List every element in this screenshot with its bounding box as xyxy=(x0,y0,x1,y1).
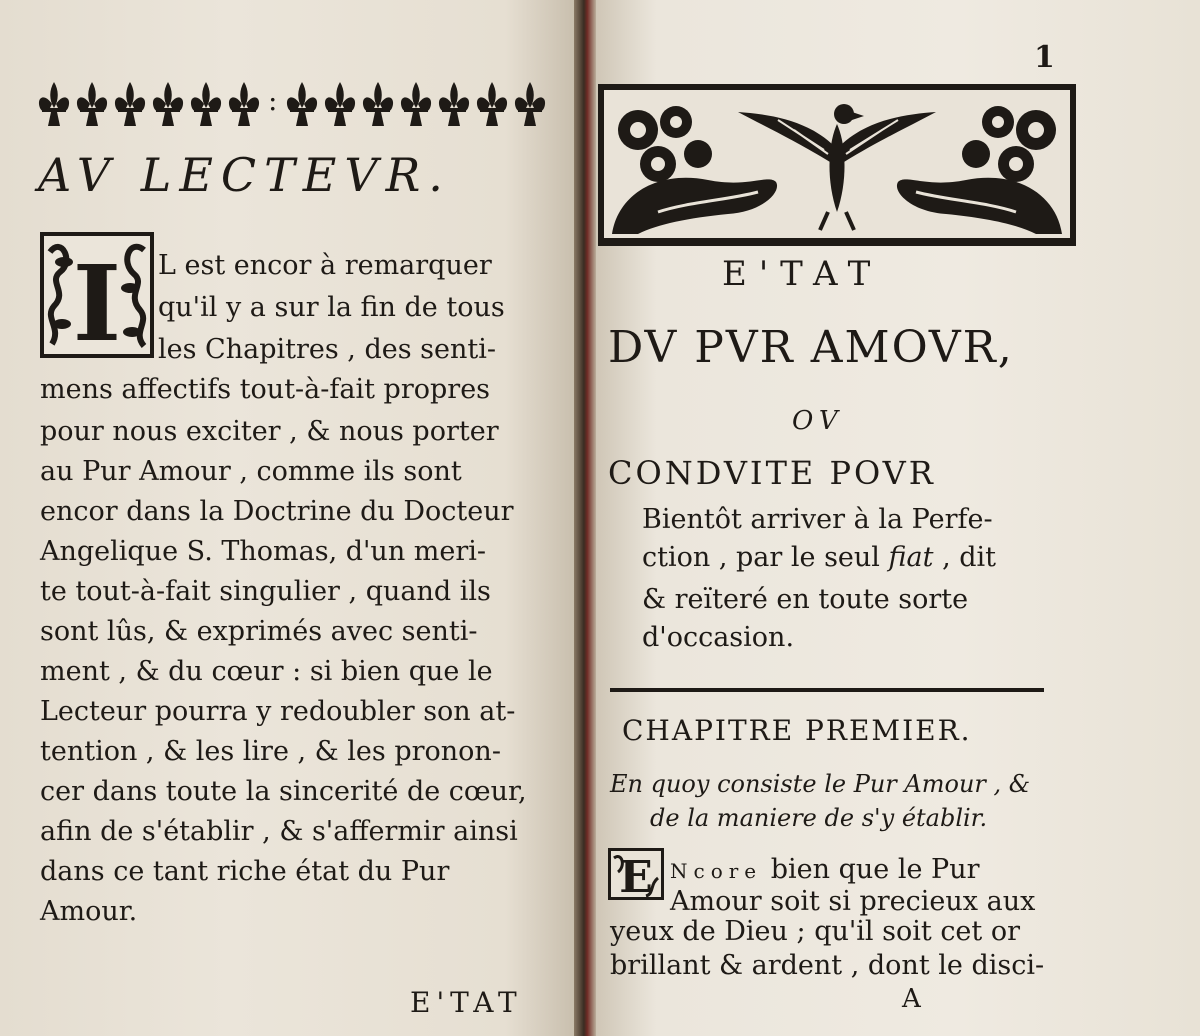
text-line: sont lûs, & exprimés avec senti- xyxy=(40,616,478,647)
text-line: ment , & du cœur : si bien que le xyxy=(40,656,493,687)
text-line: Lecteur pourra y redoubler son at- xyxy=(40,696,516,727)
body-line: brillant & ardent , dont le disci- xyxy=(610,950,1045,981)
page-number: 1 xyxy=(1034,40,1055,75)
subtitle-line: & reïteré en toute sorte xyxy=(642,584,969,615)
dropcap-letter: I xyxy=(72,242,122,358)
text-line: encor dans la Doctrine du Docteur xyxy=(40,496,514,527)
chapter-summary-line: de la maniere de s'y établir. xyxy=(650,804,988,832)
subtitle-line: Bientôt arriver à la Perfe- xyxy=(642,504,993,535)
title-du-pur-amour: DV PVR AMOVR, xyxy=(608,322,1014,373)
text-line: mens affectifs tout-à-fait propres xyxy=(40,374,491,405)
title-etat: E'TAT xyxy=(722,254,883,294)
decorated-initial-E xyxy=(608,848,664,900)
catchword: E'TAT xyxy=(410,986,523,1019)
horizontal-rule xyxy=(610,688,1044,692)
body-line: yeux de Dieu ; qu'il soit cet or xyxy=(610,916,1021,947)
title-conduite-pour: CONDVITE POVR xyxy=(608,454,936,492)
chapter-summary-line: En quoy consiste le Pur Amour , & xyxy=(610,770,1031,798)
signature-mark: A xyxy=(902,984,921,1014)
text-line: L est encor à remarquer xyxy=(158,250,492,281)
subtitle-text: , dit xyxy=(933,542,997,573)
text-line: Angelique S. Thomas, d'un meri- xyxy=(40,536,487,567)
subtitle-line xyxy=(642,542,996,574)
text-line: tention , & les lire , & les pronon- xyxy=(40,736,501,767)
heading-au-lecteur: AV LECTEVR. xyxy=(38,148,451,202)
body-line xyxy=(670,854,980,887)
text-line: pour nous exciter , & nous porter xyxy=(40,416,499,447)
fleuron-separator: : xyxy=(268,84,278,117)
text-line: au Pur Amour , comme ils sont xyxy=(40,456,462,487)
text-line: Amour. xyxy=(40,896,138,927)
text-line: afin de s'établir , & s'affermir ainsi xyxy=(40,816,518,847)
text-line: te tout-à-fait singulier , quand ils xyxy=(40,576,491,607)
body-first-word: Ncore xyxy=(670,859,763,883)
text-line: les Chapitres , des senti- xyxy=(158,334,496,365)
text-line: cer dans toute la sincerité de cœur, xyxy=(40,776,527,807)
subtitle-fiat: fiat xyxy=(888,542,934,573)
title-ou: OV xyxy=(792,406,844,436)
text-line: dans ce tant riche état du Pur xyxy=(40,856,450,887)
dropcap-letter: E xyxy=(619,852,653,900)
subtitle-line: d'occasion. xyxy=(642,622,795,653)
body-text: bien que le Pur xyxy=(762,854,980,885)
subtitle-text: ction , par le seul xyxy=(642,542,889,573)
text-line: qu'il y a sur la fin de tous xyxy=(158,292,505,323)
engraved-headpiece-eagle xyxy=(598,84,1076,246)
chapter-heading: CHAPITRE PREMIER. xyxy=(622,714,972,747)
body-line: Amour soit si precieux aux xyxy=(670,886,1036,917)
